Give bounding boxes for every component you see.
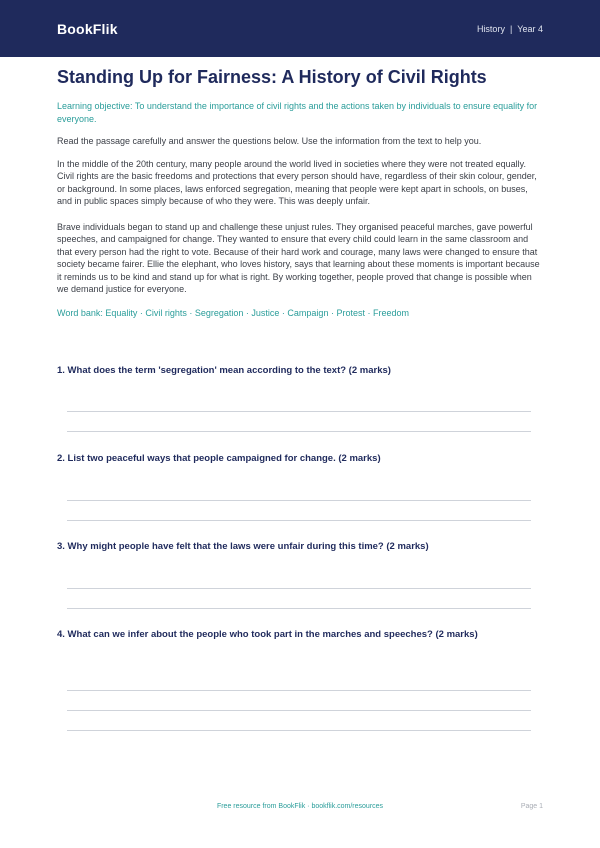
header-meta bbox=[477, 24, 543, 34]
passage-paragraph-2: Brave individuals began to stand up and challenge these unjust rules. They organised peaceful marches, gave powerful speeches, and campaigned for change. They wanted to ensure that every child could learn in the same classroom and that every person had the right to vote. Because of their hard work and courage, many laws were changed to ensure that society became fairer. Ellie the elephant, who loves history, says that learning about these moments is important because it reminds us to be kind and stand up for what is right. By working together, people proved that change is possible when we demand justice for everyone. bbox=[57, 221, 540, 294]
page-title: Standing Up for Fairness: A History of Civil Rights bbox=[57, 67, 487, 87]
question-text: 4. What can we infer about the people who took part in the marches and speeches? (2 marks) bbox=[57, 629, 478, 640]
answer-line[interactable] bbox=[67, 710, 531, 711]
question-text: 2. List two peaceful ways that people campaigned for change. (2 marks) bbox=[57, 453, 381, 464]
learning-objective: Learning objective: To understand the importance of civil rights and the actions taken by individuals to ensure equality for everyone. bbox=[57, 101, 538, 124]
subject-label: History bbox=[476, 23, 505, 34]
page-number: Page 1 bbox=[520, 803, 543, 810]
word-bank: Word bank: Equality · Civil rights · Segregation · Justice · Campaign · Protest · Freedom bbox=[57, 307, 409, 318]
question-4 bbox=[57, 628, 543, 641]
year-label: Year 4 bbox=[517, 23, 543, 34]
answer-line[interactable] bbox=[67, 588, 531, 589]
question-3 bbox=[57, 540, 543, 553]
brand-logo[interactable]: BookFlik bbox=[57, 20, 118, 37]
answer-line[interactable] bbox=[67, 500, 531, 501]
question-text: 3. Why might people have felt that the laws were unfair during this time? (2 marks) bbox=[57, 541, 429, 552]
answer-line[interactable] bbox=[67, 520, 531, 521]
page-header bbox=[0, 0, 600, 57]
instructions: Read the passage carefully and answer the questions below. Use the information from the text to help you. bbox=[57, 136, 482, 146]
page-footer bbox=[0, 801, 600, 815]
footer-resource-link[interactable]: Free resource from BookFlik · bookflik.com/resources bbox=[216, 803, 384, 810]
answer-line[interactable] bbox=[67, 690, 531, 691]
passage-paragraph-1: In the middle of the 20th century, many people around the world lived in societies where they were not treated equally. Civil rights are the basic freedoms and protections that every person should have, regardless of their skin colour, gender, or background. In some places, laws enforced segregation, meaning that people were kept apart in schools, on buses, and in public spaces simply because of who they were. This was deeply unfair. bbox=[57, 158, 537, 206]
answer-line[interactable] bbox=[67, 411, 531, 412]
answer-line[interactable] bbox=[67, 730, 531, 731]
worksheet-content bbox=[57, 66, 543, 319]
question-2 bbox=[57, 452, 543, 465]
answer-line[interactable] bbox=[67, 431, 531, 432]
question-1 bbox=[57, 364, 543, 377]
meta-separator: | bbox=[509, 23, 513, 34]
answer-line[interactable] bbox=[67, 608, 531, 609]
question-text: 1. What does the term 'segregation' mean according to the text? (2 marks) bbox=[57, 365, 391, 376]
